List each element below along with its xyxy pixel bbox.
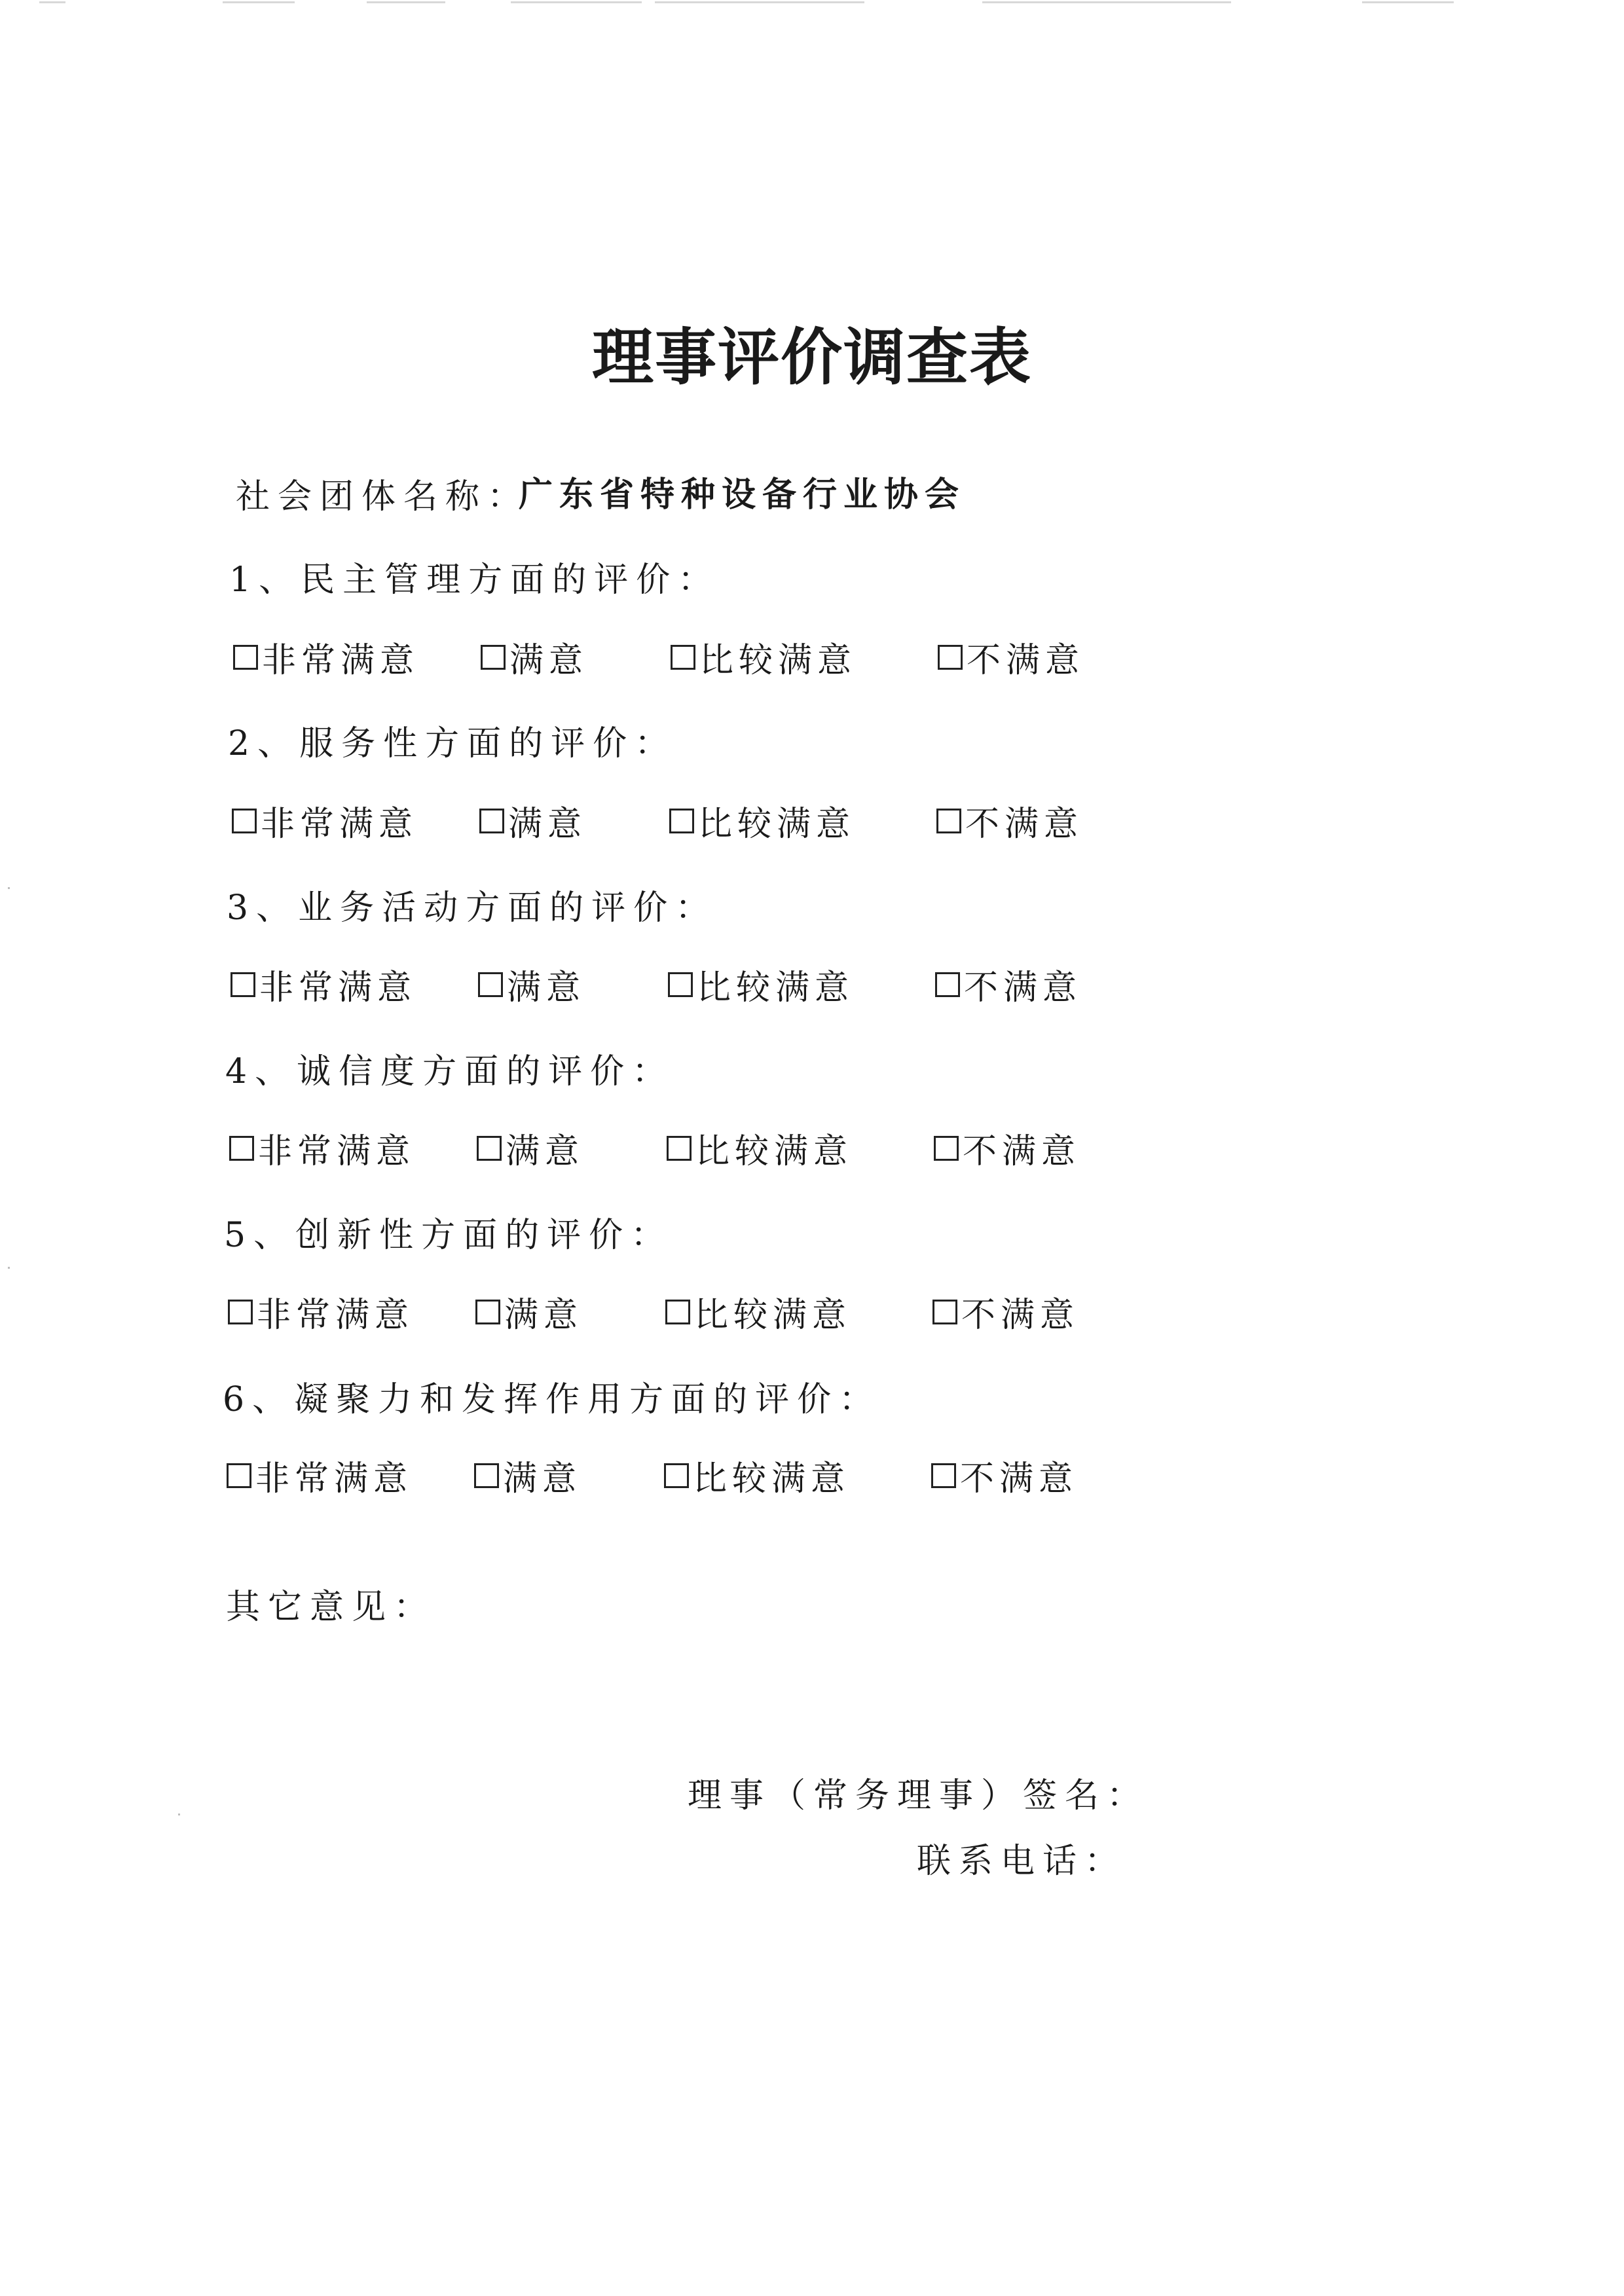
checkbox-icon[interactable] — [935, 972, 960, 997]
contact-phone-field[interactable] — [1100, 1827, 1430, 1874]
question-5-option-very-satisfied[interactable] — [228, 1287, 414, 1336]
option-label: 满意 — [503, 1459, 582, 1499]
question-1-option-satisfied[interactable] — [481, 632, 588, 682]
checkbox-icon[interactable] — [474, 1463, 499, 1488]
scan-dot — [178, 1813, 180, 1815]
question-4-option-not-satisfied[interactable] — [934, 1123, 1080, 1173]
question-3-options — [0, 960, 1624, 1012]
option-label: 满意 — [506, 1132, 585, 1171]
option-label: 比较满意 — [698, 805, 856, 844]
checkbox-icon[interactable] — [478, 972, 503, 997]
checkbox-icon[interactable] — [229, 1136, 254, 1161]
question-5-option-satisfied[interactable] — [475, 1287, 583, 1336]
question-1-options — [0, 632, 1624, 685]
question-2-text: 2、服务性方面的评价： — [228, 724, 677, 763]
other-comments-label: 其它意见： — [226, 1588, 436, 1627]
scan-edge-marks — [0, 0, 1624, 10]
checkbox-icon[interactable] — [932, 1300, 957, 1324]
question-3-option-fairly-satisfied[interactable] — [668, 960, 854, 1009]
scan-mark — [39, 1, 65, 3]
question-4-options — [0, 1123, 1624, 1176]
question-2-option-fairly-satisfied[interactable] — [669, 796, 855, 845]
question-6-text: 6、凝聚力和发挥作用方面的评价： — [223, 1380, 881, 1419]
option-label: 非常满意 — [255, 1459, 413, 1499]
option-label: 满意 — [507, 968, 586, 1008]
question-4-text: 4、诚信度方面的评价： — [225, 1052, 674, 1091]
scan-dot — [8, 887, 10, 889]
scan-mark — [1362, 1, 1454, 3]
checkbox-icon[interactable] — [227, 1463, 251, 1488]
question-3-option-very-satisfied[interactable] — [231, 960, 416, 1009]
checkbox-icon[interactable] — [667, 1136, 692, 1161]
option-label: 非常满意 — [262, 641, 420, 680]
question-2-option-satisfied[interactable] — [479, 796, 587, 845]
question-4-option-satisfied[interactable] — [477, 1123, 584, 1173]
organization-label: 社会团体名称： — [236, 477, 530, 517]
checkbox-icon[interactable] — [481, 645, 506, 670]
contact-phone-label: 联系电话： — [917, 1842, 1127, 1881]
signature-label: 理事（常务理事）签名： — [688, 1776, 1149, 1815]
question-4-option-very-satisfied[interactable] — [229, 1123, 415, 1173]
checkbox-icon[interactable] — [475, 1300, 500, 1324]
checkbox-icon[interactable] — [938, 645, 963, 670]
checkbox-icon[interactable] — [232, 809, 257, 833]
checkbox-icon[interactable] — [934, 1136, 959, 1161]
option-label: 非常满意 — [257, 1296, 415, 1335]
option-label: 满意 — [504, 1296, 583, 1335]
question-5-option-fairly-satisfied[interactable] — [665, 1287, 851, 1336]
checkbox-icon[interactable] — [936, 809, 961, 833]
option-label: 比较满意 — [697, 968, 855, 1008]
checkbox-icon[interactable] — [664, 1463, 689, 1488]
question-2-option-not-satisfied[interactable] — [936, 796, 1083, 845]
scan-mark — [982, 1, 1231, 3]
question-5-text: 5、创新性方面的评价： — [224, 1216, 673, 1255]
option-label: 非常满意 — [261, 805, 418, 844]
question-3-option-satisfied[interactable] — [478, 960, 585, 1009]
checkbox-icon[interactable] — [477, 1136, 502, 1161]
option-label: 不满意 — [967, 641, 1085, 680]
question-2-option-very-satisfied[interactable] — [232, 796, 418, 845]
question-5-options — [0, 1287, 1624, 1339]
scan-mark — [655, 1, 864, 3]
page-title: 理事评价调查表 — [591, 322, 1032, 393]
signature-field[interactable] — [1100, 1761, 1430, 1808]
option-label: 不满意 — [960, 1459, 1079, 1499]
scan-mark — [511, 1, 642, 3]
question-6-option-very-satisfied[interactable] — [227, 1451, 413, 1500]
question-6-option-satisfied[interactable] — [474, 1451, 581, 1500]
question-1-option-fairly-satisfied[interactable] — [671, 632, 857, 682]
question-1-option-very-satisfied[interactable] — [233, 632, 419, 682]
option-label: 不满意 — [963, 1132, 1081, 1171]
option-label: 不满意 — [961, 1296, 1080, 1335]
option-label: 不满意 — [964, 968, 1082, 1008]
scan-mark — [367, 1, 445, 3]
option-label: 比较满意 — [699, 641, 857, 680]
option-label: 满意 — [509, 641, 589, 680]
question-6-options — [0, 1451, 1624, 1503]
option-label: 非常满意 — [258, 1132, 416, 1171]
checkbox-icon[interactable] — [479, 809, 504, 833]
question-3-text: 3、业务活动方面的评价： — [227, 888, 718, 928]
option-label: 比较满意 — [694, 1296, 852, 1335]
checkbox-icon[interactable] — [931, 1463, 956, 1488]
question-1-text: 1、民主管理方面的评价： — [229, 560, 720, 600]
checkbox-icon[interactable] — [233, 645, 258, 670]
question-4-option-fairly-satisfied[interactable] — [667, 1123, 853, 1173]
question-6-option-not-satisfied[interactable] — [931, 1451, 1078, 1500]
option-label: 非常满意 — [259, 968, 417, 1008]
checkbox-icon[interactable] — [231, 972, 255, 997]
option-label: 满意 — [508, 805, 587, 844]
question-3-option-not-satisfied[interactable] — [935, 960, 1082, 1009]
checkbox-icon[interactable] — [228, 1300, 253, 1324]
scan-dot — [8, 1267, 10, 1269]
option-label: 比较满意 — [693, 1459, 851, 1499]
checkbox-icon[interactable] — [671, 645, 695, 670]
option-label: 不满意 — [965, 805, 1084, 844]
question-5-option-not-satisfied[interactable] — [932, 1287, 1079, 1336]
option-label: 比较满意 — [695, 1132, 853, 1171]
question-1-option-not-satisfied[interactable] — [938, 632, 1084, 682]
checkbox-icon[interactable] — [668, 972, 693, 997]
checkbox-icon[interactable] — [665, 1300, 690, 1324]
scan-mark — [223, 1, 295, 3]
question-2-options — [0, 796, 1624, 848]
checkbox-icon[interactable] — [669, 809, 694, 833]
question-6-option-fairly-satisfied[interactable] — [664, 1451, 850, 1500]
organization-name: 广东省特种设备行业协会 — [519, 475, 966, 515]
other-comments-field[interactable] — [226, 1637, 1407, 1738]
